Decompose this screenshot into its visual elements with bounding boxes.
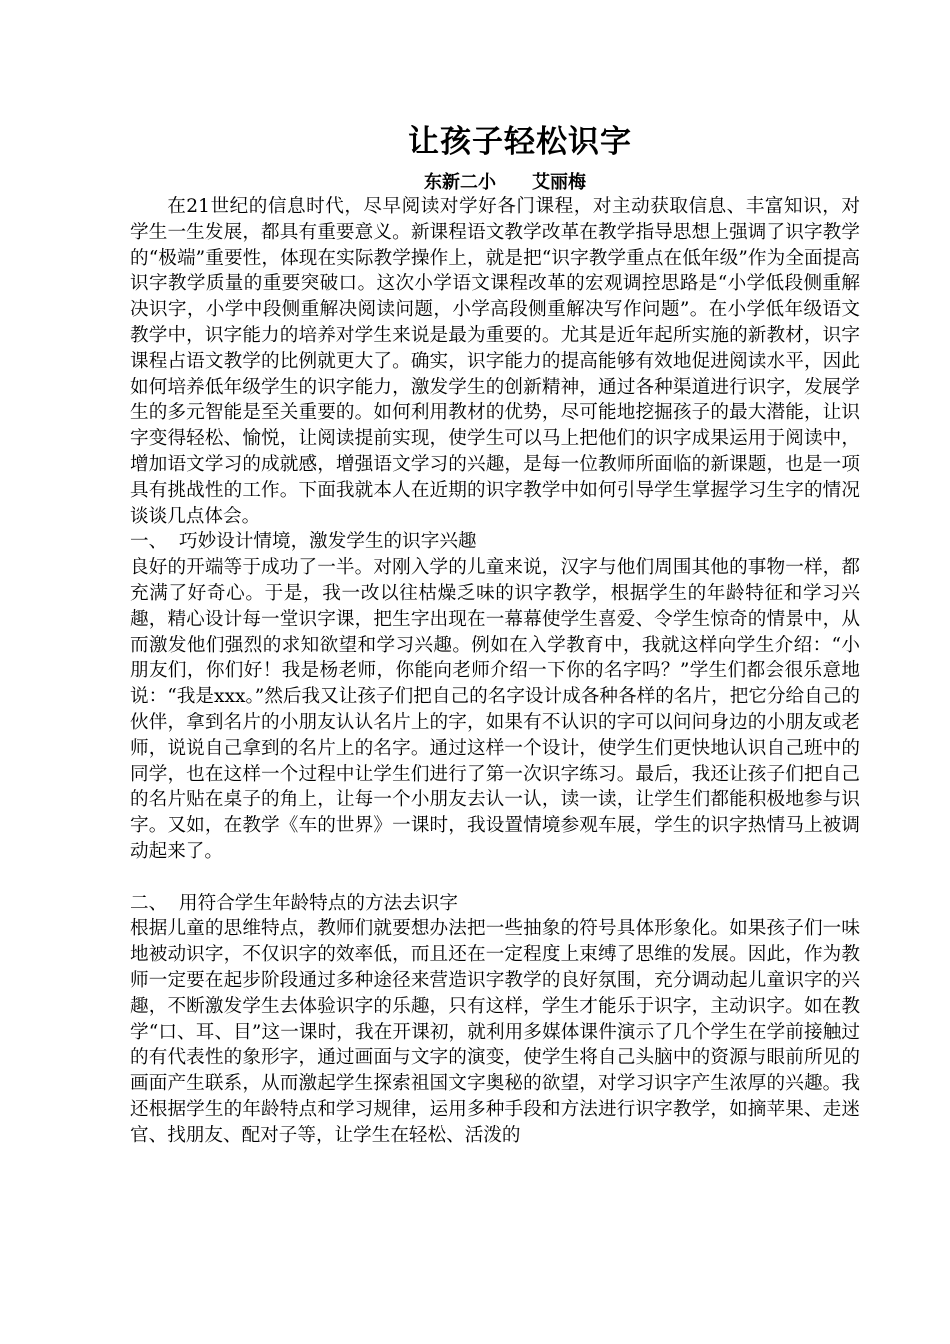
section-1-paragraph: 良好的开端等于成功了一半。对刚入学的儿童来说，汉字与他们周围其他的事物一样，都充满了好奇心。于是，我一改以往枯燥乏味的识字教学，根据学生的年龄特征和学习兴趣，精心设计每一堂识字课，把生字出现在一幕幕使学生喜爱、令学生惊奇的情景中，从而激发他们强烈的求知欲望和学习兴趣。例如在入学教育中，我就这样向学生介绍：“小朋友们，你们好！我是杨老师，你能向老师介绍一下你的名字吗？”学生们都会很乐意地说：“我是xxx。”然后我又让孩子们把自己的名字设计成各种各样的名片，把它分给自己的伙伴，拿到名片的小朋友认认名片上的字，如果有不认识的字可以问问身边的小朋友或老师，说说自己拿到的名片上的名字。通过这样一个设计，使学生们更快地认识自己班中的同学，也在这样一个过程中让学生们进行了第一次识字练习。最后，我还让孩子们把自己的名片贴在桌子的角上，让每一个小朋友去认一认，读一读，让学生们都能积极地参与识字。又如，在教学《车的世界》一课时，我设置情境参观车展，学生的识字热情马上被调动起来了。 (130, 557, 860, 862)
section-2-paragraph: 根据儿童的思维特点，教师们就要想办法把一些抽象的符号具体形象化。如果孩子们一味地被动识字，不仅识字的效率低，而且还在一定程度上束缚了思维的发展。因此，作为教师一定要在起步阶段通过多种途径来营造识字教学的良好氛围，充分调动起儿童识字的兴趣，不断激发学生去体验识字的乐趣，只有这样，学生才能乐于识字，主动识字。如在教学“口、耳、目”这一课时，我在开课初，就利用多媒体课件演示了几个学生在学前接触过的有代表性的象形字，通过画面与文字的演变，使学生将自己头脑中的资源与眼前所见的画面产生联系，从而激起学生探索祖国文字奥秘的欲望，对学习识字产生浓厚的兴趣。我还根据学生的年龄特点和学习规律，运用多种手段和方法进行识字教学，如摘苹果、走迷官、找朋友、配对子等，让学生在轻松、活泼的 (130, 918, 860, 1146)
section-1-heading: 一、 巧妙设计情境，激发学生的识字兴趣 (130, 531, 477, 553)
author-name: 艾丽梅 (532, 172, 586, 193)
section-2-heading: 二、 用符合学生年龄特点的方法去识字 (130, 892, 458, 914)
intro-paragraph: 在21世纪的信息时代，尽早阅读对学好各门课程，对主动获取信息、丰富知识，对学生一生发展，都具有重要意义。新课程语文教学改革在教学指导思想上强调了识字教学的“极端”重要性，体现在实际教学操作上，就是把“识字教学重点在低年级”作为全面提高识字教学质量的重要突破口。这次小学语文课程改革的宏观调控思路是“小学低段侧重解决识字，小学中段侧重解决阅读问题，小学高段侧重解决写作问题”。在小学低年级语文教学中，识字能力的培养对学生来说是最为重要的。尤其是近年起所实施的新教材，识字课程占语文教学的比例就更大了。确实，识字能力的提高能够有效地促进阅读水平，因此如何培养低年级学生的识字能力，激发学生的创新精神，通过各种渠道进行识字，发展学生的多元智能是至关重要的。如何利用教材的优势，尽可能地挖掘孩子的最大潜能，让识字变得轻松、愉悦，让阅读提前实现，使学生可以马上把他们的识字成果运用于阅读中，增加语文学习的成就感，增强语文学习的兴趣，是每一位教师所面临的新课题，也是一项具有挑战性的工作。下面我就本人在近期的识字教学中如何引导学生掌握学习生字的情况谈谈几点体会。 (130, 196, 860, 527)
document-body (130, 194, 860, 1148)
document-title: 让孩子轻松识字 (408, 124, 632, 160)
school-name: 东新二小 (424, 172, 496, 193)
blank-line (130, 865, 860, 891)
author-line (0, 171, 950, 195)
